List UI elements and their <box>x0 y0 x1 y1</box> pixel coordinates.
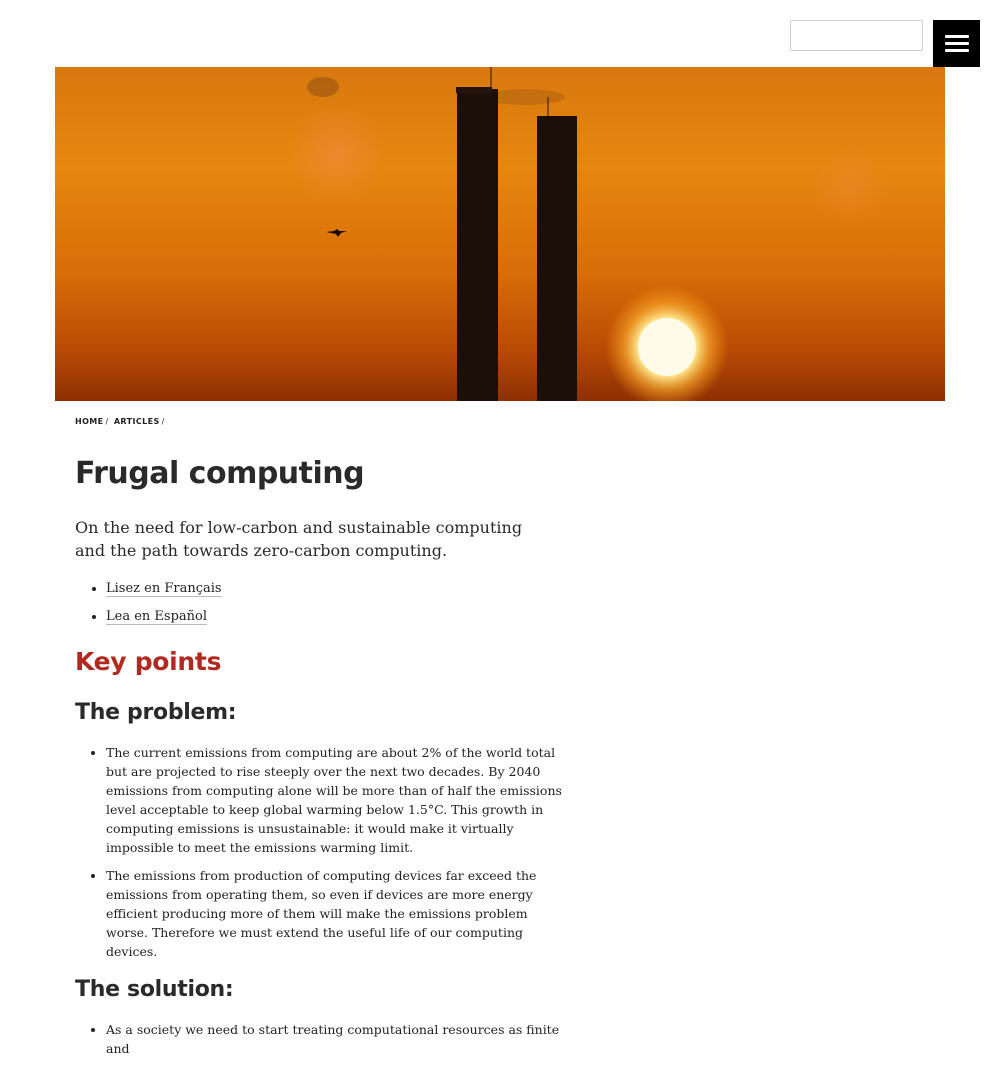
list-item: • The emissions from production of computing devices far exceed the emissions from operating them, so even if devices are more energy efficient producing more of them will make the emissions problem worse. Therefore we must extend the useful life of our computing devices. <box>106 866 562 961</box>
list-item: • The current emissions from computing are about 2% of the world total but are projected to rise steeply over the next two decades. By 2040 emissions from computing alone will be more than of half the emissions level acceptable to keep global warming below 1.5°C. This growth in computing emissions is unsustainable: it would make it virtually impossible to meet the emissions warming limit. <box>106 743 562 857</box>
hero-image <box>55 67 945 401</box>
problem-heading: The problem: <box>75 700 237 725</box>
solution-list <box>75 1020 575 1058</box>
breadcrumb-articles[interactable]: ARTICLES <box>113 417 160 426</box>
article-content <box>75 404 575 1067</box>
solution-heading: The solution: <box>75 977 234 1002</box>
menu-button[interactable] <box>933 20 980 67</box>
breadcrumb <box>75 417 575 426</box>
hamburger-menu-icon <box>945 35 969 52</box>
language-links <box>75 580 575 626</box>
key-points-heading: Key points <box>75 647 222 676</box>
list-item <box>106 608 575 626</box>
sunset-chimneys-image <box>55 67 945 401</box>
list-item <box>106 580 575 598</box>
breadcrumb-separator: / <box>105 417 109 426</box>
spanish-link[interactable]: Lea en Español <box>106 609 207 624</box>
breadcrumb-separator: / <box>161 417 165 426</box>
search-input[interactable] <box>790 20 923 51</box>
article-lede: On the need for low-carbon and sustainable computing and the path towards zero-carbon computing. <box>75 518 523 560</box>
breadcrumb-home[interactable]: HOME <box>75 417 104 426</box>
problem-list <box>75 743 575 961</box>
french-link[interactable]: Lisez en Français <box>106 581 222 596</box>
list-item: • As a society we need to start treating computational resources as finite and <box>106 1020 562 1058</box>
page-title: Frugal computing <box>75 456 365 491</box>
